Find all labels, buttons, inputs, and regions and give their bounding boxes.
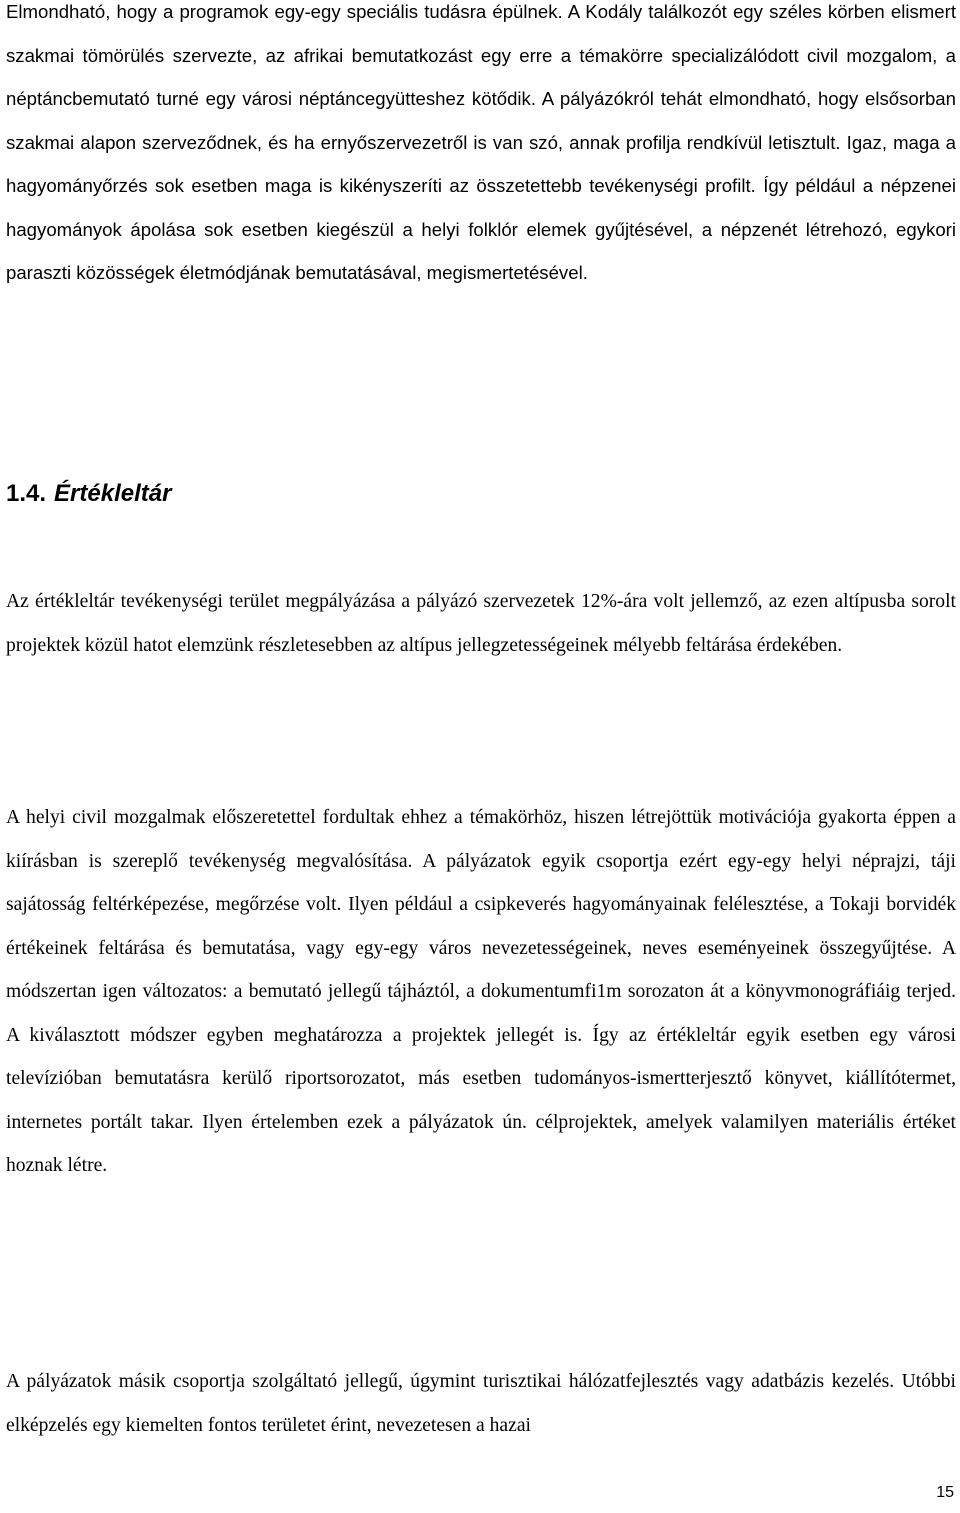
section-title: Értékleltár: [54, 480, 172, 507]
section-heading: [6, 476, 171, 512]
body-paragraph: A pályázatok másik csoportja szolgáltató jellegű, úgymint turisztikai hálózatfejlesztés vagy adatbázis kezelés. Utóbbi elképzelés egy kiemelten fontos területet érint, nevezetesen a hazai: [6, 1371, 956, 1436]
body-paragraph: A helyi civil mozgalmak előszeretettel fordultak ehhez a témakörhöz, hiszen létrejöttük motivációja gyakorta éppen a kiírásban is szereplő tevékenység megvalósítása. A pályázatok egyik csoportja ezért egy-egy helyi néprajzi, táji sajátosság feltérképezése, megőrzése volt. Ilyen például a csipkeverés hagyományainak felélesztése, a Tokaji borvidék értékeinek feltárása és bemutatása, vagy egy-egy város nevezetességeinek, neves eseményeinek összegyűjtése. A módszertan igen változatos: a bemutató jellegű tájháztól, a dokumentumfi1m sorozaton át a könyvmonográfiáig terjed. A kiválasztott módszer egyben meghatározza a projektek jellegét is. Így az értékleltár egyik esetben egy városi televízióban bemutatásra kerülő riportsorozatot, más esetben tudományos-ismertterjesztő könyvet, kiállítótermet, internetes portált takar. Ilyen értelemben ezek a pályázatok ún. célprojektek, amelyek valamilyen materiális értéket hoznak létre.: [6, 807, 956, 1176]
document-page: [6, 0, 956, 1513]
body-paragraph: Az értékleltár tevékenységi terület megpályázása a pályázó szervezetek 12%-ára volt jellemző, az ezen altípusba sorolt projektek közül hatot elemzünk részletesebben az altípus jellegzetességeinek mélyebb feltárása érdekében.: [6, 591, 956, 656]
section-number: 1.4.: [6, 480, 47, 507]
page-number: 15: [936, 1484, 954, 1501]
body-paragraph: Elmondható, hogy a programok egy-egy speciális tudásra épülnek. A Kodály találkozót egy széles körben elismert szakmai tömörülés szervezte, az afrikai bemutatkozást egy erre a témakörre specializálódott civil mozgalom, a néptáncbemutató turné egy városi néptáncegyütteshez kötődik. A pályázókról tehát elmondható, hogy elsősorban szakmai alapon szerveződnek, és ha ernyőszervezetről is van szó, annak profilja rendkívül letisztult. Igaz, maga a hagyományőrzés sok esetben maga is kikényszeríti az összetettebb tevékenységi profilt. Így például a népzenei hagyományok ápolása sok esetben kiegészül a helyi folklór elemek gyűjtésével, a népzenét létrehozó, egykori paraszti közösségek életmódjának bemutatásával, megismertetésével.: [6, 1, 956, 283]
